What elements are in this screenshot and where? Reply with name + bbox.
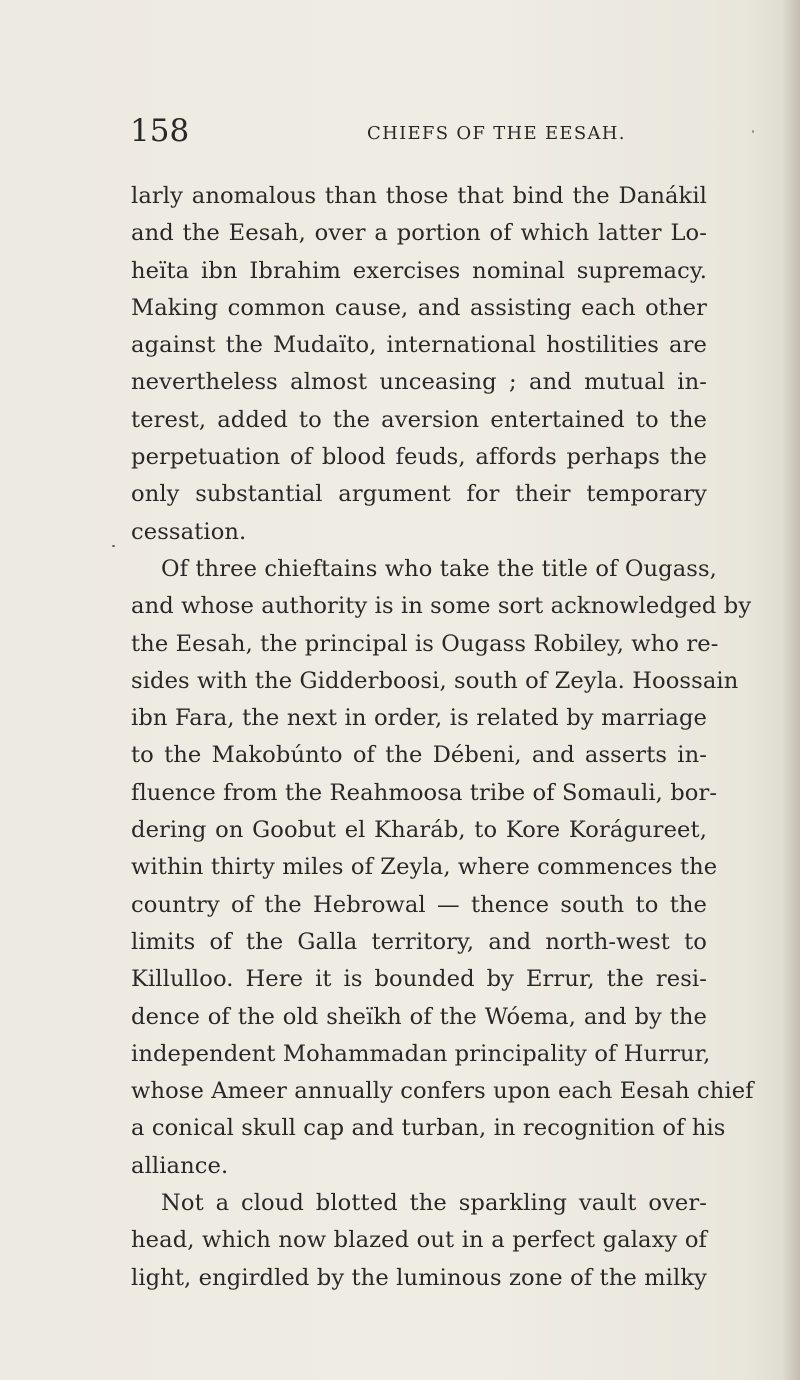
text-line: Not a cloud blotted the sparkling vault over- (161, 1190, 707, 1217)
text-line: Making common cause, and assisting each other (131, 294, 707, 321)
page-header (130, 113, 690, 156)
text-line: alliance. (131, 1152, 229, 1179)
text-line: terest, added to the aversion entertained to the (131, 406, 707, 433)
text-line: light, engirdled by the luminous zone of the milky (131, 1264, 707, 1291)
text-line: fluence from the Reahmoosa tribe of Somauli, bor- (131, 779, 718, 806)
text-line: nevertheless almost unceasing ; and mutual in- (131, 369, 707, 396)
paper-speck (112, 545, 115, 547)
text-line: whose Ameer annually confers upon each Eesah chief (131, 1078, 754, 1105)
text-line: head, which now blazed out in a perfect galaxy of (131, 1227, 707, 1254)
text-line: independent Mohammadan principality of Hurrur, (131, 1040, 711, 1067)
text-line: the Eesah, the principal is Ougass Robiley, who re- (131, 630, 719, 657)
text-line: a conical skull cap and turban, in recognition of his (131, 1115, 726, 1142)
text-line: and whose authority is in some sort acknowledged by (131, 593, 752, 620)
text-line: perpetuation of blood feuds, affords perhaps the (131, 444, 707, 471)
text-line: and the Eesah, over a portion of which latter Lo- (131, 220, 707, 247)
text-line: dering on Goobut el Kharáb, to Kore Korágureet, (131, 817, 707, 844)
text-line: heïta ibn Ibrahim exercises nominal supremacy. (131, 257, 707, 284)
text-line: cessation. (131, 518, 247, 545)
page-number: 158 (130, 113, 190, 149)
text-line: dence of the old sheïkh of the Wóema, and by the (131, 1003, 707, 1030)
text-line: ibn Fara, the next in order, is related by marriage (131, 705, 707, 732)
text-line: Of three chieftains who take the title of Ougass, (161, 555, 717, 582)
text-line: against the Mudaïto, international hostilities are (131, 332, 707, 359)
text-line: to the Makobúnto of the Débeni, and asserts in- (131, 742, 707, 769)
body-text (131, 178, 754, 1297)
text-line: country of the Hebrowal — thence south to the (131, 891, 707, 918)
text-line: larly anomalous than those that bind the Danákil (131, 183, 707, 209)
running-title: CHIEFS OF THE EESAH. (367, 123, 626, 144)
paper-speck (752, 130, 754, 133)
text-line: only substantial argument for their temporary (131, 481, 707, 508)
text-line: sides with the Gidderboosi, south of Zeyla. Hoossain (131, 667, 739, 694)
page-edge-shadow (782, 0, 800, 1380)
text-line: limits of the Galla territory, and north-west to (131, 928, 707, 955)
text-line: Killulloo. Here it is bounded by Errur, the resi- (131, 966, 707, 993)
text-line: within thirty miles of Zeyla, where commences the (131, 854, 718, 881)
